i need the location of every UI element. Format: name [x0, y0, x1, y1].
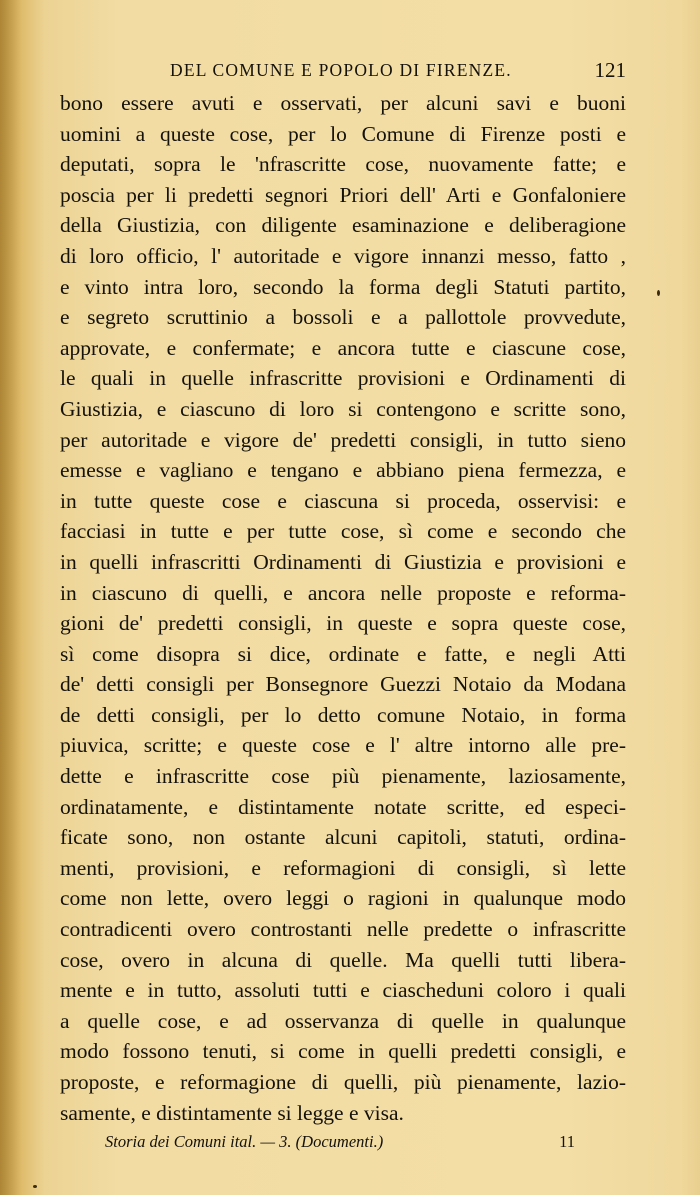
text-line: gioni de' predetti consigli, in queste e sopra queste cose,: [60, 611, 626, 636]
text-line: mente e in tutto, assoluti tutti e ciascheduni coloro i quali: [60, 978, 626, 1003]
text-line: piuvica, scritte; e queste cose e l' altre intorno alle pre-: [60, 733, 626, 758]
text-line: di loro officio, l' autoritade e vigore innanzi messo, fatto ,: [60, 243, 626, 268]
text-line: contradicenti overo controstanti nelle predette o infrascritte: [60, 917, 626, 942]
text-line: dette e infrascritte cose più pienamente, laziosamente,: [60, 764, 626, 789]
signature-mark: 11: [559, 1132, 575, 1151]
text-line: de' detti consigli per Bonsegnore Guezzi Notaio da Modana: [60, 672, 626, 697]
page-footer: [105, 1132, 575, 1154]
text-line: in quelli infrascritti Ordinamenti di Giustizia e provisioni e: [60, 549, 626, 574]
binding-shadow: [0, 0, 22, 1195]
footer-reference: Storia dei Comuni ital. — 3. (Documenti.): [105, 1132, 384, 1151]
text-line: emesse e vagliano e tengano e abbiano piena fermezza, e: [60, 458, 626, 483]
text-line: sì come disopra si dice, ordinate e fatte, e negli Atti: [60, 641, 626, 666]
text-line: bono essere avuti e osservati, per alcuni savi e buoni: [60, 91, 626, 115]
text-line: facciasi in tutte e per tutte cose, sì come e secondo che: [60, 519, 626, 544]
running-title: DEL COMUNE E POPOLO DI FIRENZE.: [170, 60, 512, 80]
text-line: e vinto intra loro, secondo la forma degli Statuti partito,: [60, 274, 626, 299]
text-line: poscia per li predetti segnori Priori dell' Arti e Gonfaloniere: [60, 182, 626, 207]
text-line: cose, overo in alcuna di quelle. Ma quelli tutti libera-: [60, 947, 626, 972]
text-line: proposte, e reformagione di quelli, più pienamente, lazio-: [60, 1070, 626, 1094]
text-line: a quelle cose, e ad osservanza di quelle in qualunque: [60, 1008, 626, 1033]
text-line: in tutte queste cose e ciascuna si proceda, osservisi: e: [60, 488, 626, 513]
page-number: 121: [594, 58, 626, 82]
text-line: modo fossono tenuti, si come in quelli predetti consigli, e: [60, 1039, 626, 1064]
text-line: in ciascuno di quelli, e ancora nelle proposte e reforma-: [60, 580, 626, 605]
text-line: le quali in quelle infrascritte provisioni e Ordinamenti di: [60, 366, 626, 391]
text-line: menti, provisioni, e reformagioni di consigli, sì lette: [60, 855, 626, 880]
text-line: samente, e distintamente si legge e visa.: [60, 1100, 404, 1125]
text-line: approvate, e confermate; e ancora tutte e ciascune cose,: [60, 335, 626, 360]
paper-speck: [657, 290, 660, 296]
text-line: come non lette, overo leggi o ragioni in qualunque modo: [60, 886, 626, 911]
text-line: ficate sono, non ostante alcuni capitoli, statuti, ordina-: [60, 825, 626, 850]
paper-speck: [33, 1185, 37, 1188]
text-line: deputati, sopra le 'nfrascritte cose, nuovamente fatte; e: [60, 152, 626, 177]
body-text: [60, 88, 626, 1128]
text-line: uomini a queste cose, per lo Comune di Firenze posti e: [60, 121, 626, 146]
text-line: Giustizia, e ciascuno di loro si contengono e scritte sono,: [60, 396, 626, 421]
text-line: per autoritade e vigore de' predetti consigli, in tutto sieno: [60, 427, 626, 452]
text-line: ordinatamente, e distintamente notate scritte, ed especi-: [60, 794, 626, 819]
page-header: [60, 60, 626, 86]
text-line: della Giustizia, con diligente esaminazione e deliberagione: [60, 213, 626, 238]
text-line: e segreto scruttinio a bossoli e a pallottole provvedute,: [60, 305, 626, 330]
text-line: de detti consigli, per lo detto comune Notaio, in forma: [60, 702, 626, 727]
